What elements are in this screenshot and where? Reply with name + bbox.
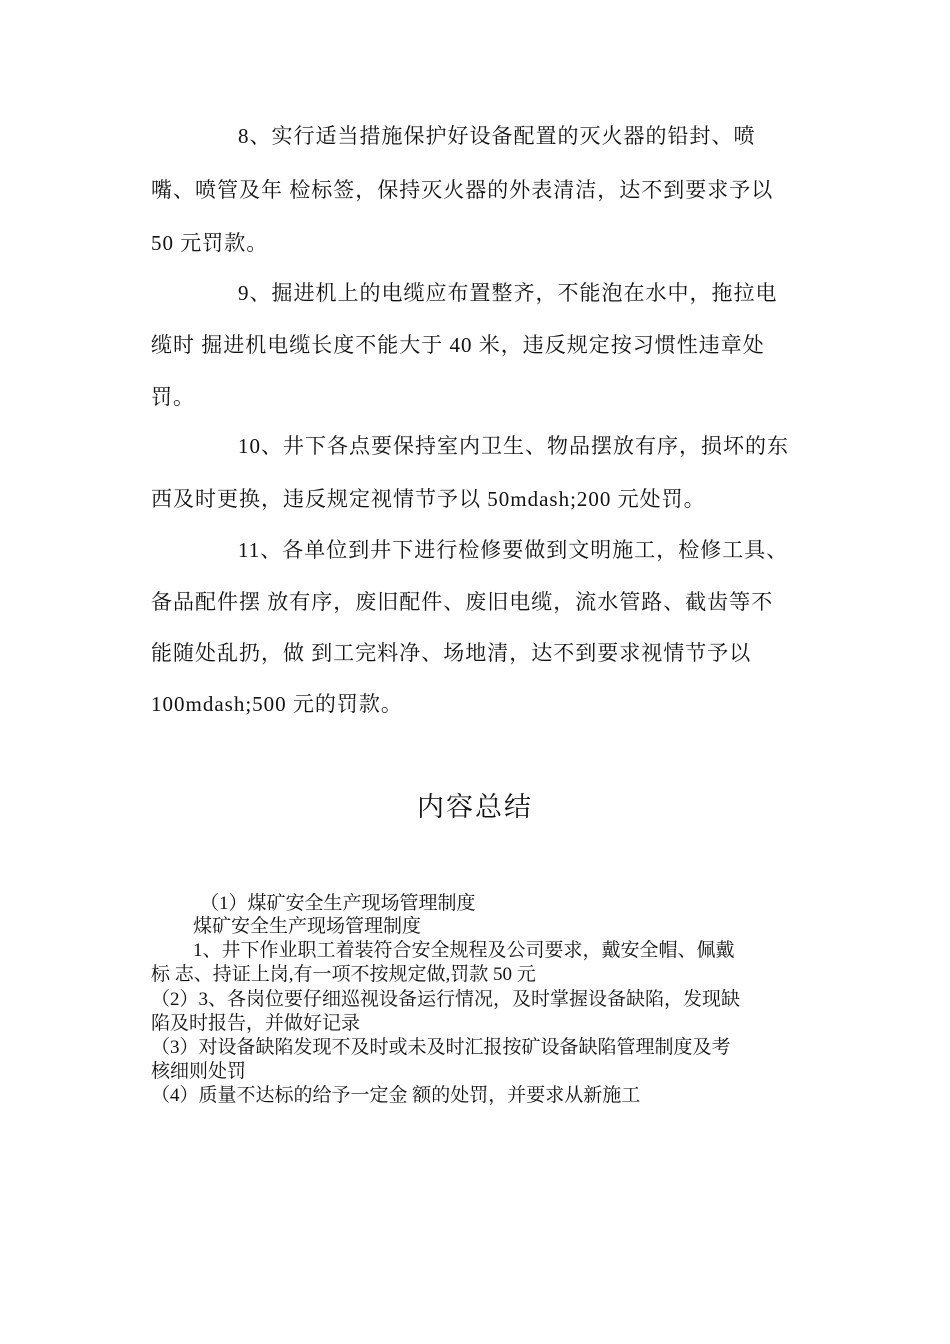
summary-line: 陷及时报告，并做好记录 xyxy=(151,1013,361,1034)
summary-line: （3）对设备缺陷发现不及时或未及时汇报按矿设备缺陷管理制度及考 xyxy=(151,1037,731,1058)
summary-line: 煤矿安全生产现场管理制度 xyxy=(193,916,422,937)
paragraph-9-line-3: 罚。 xyxy=(151,385,195,409)
paragraph-8-line-3: 50 元罚款。 xyxy=(151,231,269,255)
summary-line: （1）煤矿安全生产现场管理制度 xyxy=(200,893,476,914)
paragraph-11-line-4: 100mdash;500 元的罚款。 xyxy=(151,692,403,716)
summary-line: 核细则处罚 xyxy=(151,1061,247,1082)
paragraph-8-line-2: 嘴、喷管及年 检标签，保持灭火器的外表清洁，达不到要求予以 xyxy=(151,178,774,202)
paragraph-11-line-2: 备品配件摆 放有序，废旧配件、废旧电缆，流水管路、截齿等不 xyxy=(151,590,774,614)
paragraph-8-line-1: 8、实行适当措施保护好设备配置的灭火器的铅封、喷 xyxy=(238,124,756,148)
paragraph-10-line-2: 西及时更换，违反规定视情节予以 50mdash;200 元处罚。 xyxy=(151,487,706,511)
summary-line: （4）质量不达标的给予一定金 额的处罚，并要求从新施工 xyxy=(151,1085,641,1106)
paragraph-10-line-1: 10、井下各点要保持室内卫生、物品摆放有序，损坏的东 xyxy=(238,434,789,458)
summary-title: 内容总结 xyxy=(417,792,533,822)
paragraph-9-line-1: 9、掘进机上的电缆应布置整齐，不能泡在水中，拖拉电 xyxy=(238,281,778,305)
paragraph-9-line-2: 缆时 掘进机电缆长度不能大于 40 米，违反规定按习惯性违章处 xyxy=(151,333,765,357)
summary-line: 标 志、持证上岗,有一项不按规定做,罚款 50 元 xyxy=(151,964,536,985)
paragraph-11-line-3: 能随处乱扔，做 到工完料净、场地清，达不到要求视情节予以 xyxy=(151,641,752,665)
summary-line: （2）3、各岗位要仔细巡视设备运行情况，及时掌握设备缺陷，发现缺 xyxy=(151,989,741,1010)
paragraph-11-line-1: 11、各单位到井下进行检修要做到文明施工，检修工具、 xyxy=(238,538,789,562)
summary-line: 1、井下作业职工着装符合安全规程及公司要求，戴安全帽、佩戴 xyxy=(193,940,735,961)
